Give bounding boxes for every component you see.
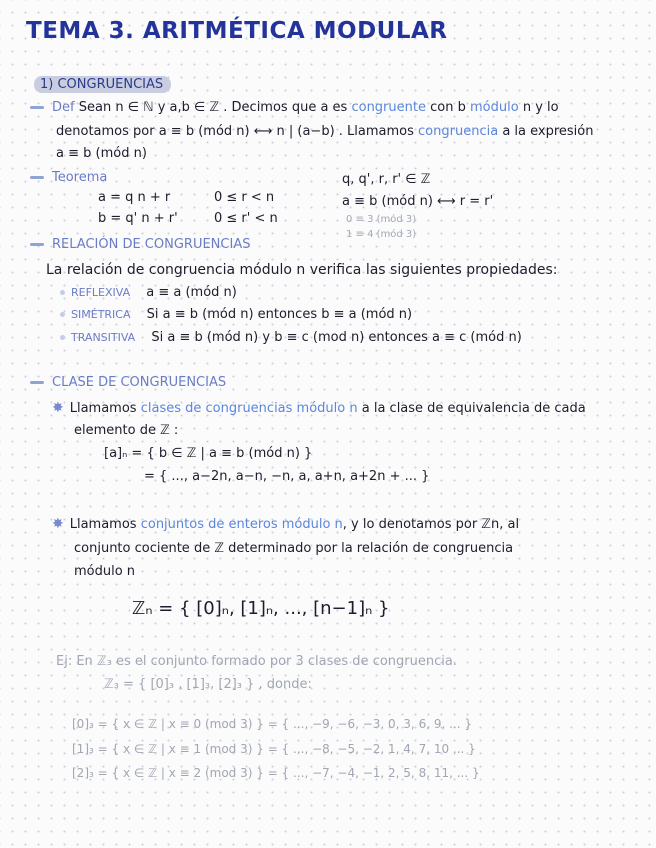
- definition-label: Def: [52, 100, 75, 115]
- term-congruente: congruente: [351, 100, 426, 115]
- dash-bullet: [30, 176, 44, 179]
- clase-paragraph-1: [52, 400, 586, 416]
- clase-p1-text-a: Llamamos: [69, 401, 137, 416]
- teorema-iff: a ≡ b (mód n) ⟷ r = r': [342, 194, 494, 209]
- teorema-example-2: 1 ≡ 4 (mód 3): [346, 229, 417, 240]
- example-row-2: [2]₃ = { x ∈ ℤ | x ≡ 2 (mod 3) } = { ..., −7, −4, −1, 2, 5, 8, 11, ... }: [72, 766, 480, 780]
- definition-text-1b: con b: [430, 100, 466, 115]
- term-congruencia: congruencia: [418, 124, 499, 139]
- section-heading-congruencias: 1) CONGRUENCIAS: [34, 76, 171, 93]
- clase-p2-text-b: , y lo denotamos por ℤn, al: [342, 517, 520, 532]
- property-simetrica: [60, 307, 412, 322]
- teorema-eq2: b = q' n + r': [98, 211, 178, 226]
- bullet-dot: [60, 290, 65, 295]
- teorema-vars: q, q', r, r' ∈ ℤ: [342, 172, 431, 187]
- relacion-intro: La relación de congruencia módulo n verifica las siguientes propiedades:: [46, 262, 558, 278]
- definition-text-1a: Sean n ∈ ℕ y a,b ∈ ℤ . Decimos que a es: [78, 100, 348, 115]
- clase-paragraph-2: [52, 516, 519, 532]
- zn-definition: ℤₙ = { [0]ₙ, [1]ₙ, ..., [n−1]ₙ }: [132, 598, 390, 619]
- dash-bullet: [30, 243, 44, 246]
- property-name: TRANSITIVA: [71, 331, 136, 344]
- bullet-dot: [60, 312, 65, 317]
- definition-line-3: a ≡ b (mód n): [56, 146, 147, 161]
- teorema-example-1: 0 ≡ 3 (mód 3): [346, 214, 417, 225]
- definition-text-2b: a la expresión: [502, 124, 594, 139]
- bullet-dot: [60, 335, 65, 340]
- property-text: Si a ≡ b (mód n) y b ≡ c (mod n) entonces a ≡ c (mód n): [151, 330, 522, 345]
- clase-heading: [30, 375, 226, 390]
- teorema-cond2: 0 ≤ r' < n: [214, 211, 278, 226]
- clase-heading-text: CLASE DE CONGRUENCIAS: [52, 375, 227, 390]
- property-name: SIMÉTRICA: [71, 308, 131, 321]
- property-name: REFLEXIVA: [71, 286, 131, 299]
- property-text: Si a ≡ b (mód n) entonces b ≡ a (mód n): [146, 307, 413, 322]
- example-line-2: ℤ₃ = { [0]₃ , [1]₃, [2]₃ } , donde:: [104, 677, 312, 692]
- definition-text-1c: n y lo: [522, 100, 559, 115]
- page-title: TEMA 3. ARITMÉTICA MODULAR: [26, 18, 448, 44]
- dash-bullet: [30, 106, 44, 109]
- term-conjuntos-de-enteros: conjuntos de enteros módulo n: [140, 517, 343, 532]
- dash-bullet: [30, 381, 44, 384]
- example-line-1: Ej: En ℤ₃ es el conjunto formado por 3 clases de congruencia.: [56, 654, 457, 669]
- teorema-eq1: a = q n + r: [98, 190, 171, 205]
- clase-p2-text-c: conjunto cociente de ℤ determinado por la relación de congruencia: [74, 541, 514, 556]
- clase-p2-text-d: módulo n: [74, 564, 136, 579]
- example-row-0: [0]₃ = { x ∈ ℤ | x ≡ 0 (mod 3) } = { ..., −9, −6, −3, 0, 3, 6, 9, ... }: [72, 717, 472, 731]
- property-reflexiva: [60, 285, 237, 300]
- star-bullet-icon: ✸: [52, 516, 64, 532]
- clase-equation-1: [a]ₙ = { b ∈ ℤ | a ≡ b (mód n) }: [104, 446, 313, 461]
- clase-p1-text-c: elemento de ℤ :: [74, 423, 179, 438]
- example-row-1: [1]₃ = { x ∈ ℤ | x ≡ 1 (mod 3) } = { ..., −8, −5, −2, 1, 4, 7, 10 ... }: [72, 742, 476, 756]
- star-bullet-icon: ✸: [52, 400, 64, 416]
- definition-line-2: [56, 124, 593, 139]
- term-clases-de-congruencias: clases de congruencias módulo n: [140, 401, 358, 416]
- teorema-cond1: 0 ≤ r < n: [214, 190, 275, 205]
- relacion-heading: [30, 237, 250, 252]
- property-text: a ≡ a (mód n): [146, 285, 237, 300]
- clase-p1-text-b: a la clase de equivalencia de cada: [361, 401, 586, 416]
- definition-line-1: [30, 100, 559, 115]
- relacion-heading-text: RELACIÓN DE CONGRUENCIAS: [52, 237, 251, 252]
- teorema-label: Teorema: [52, 170, 108, 185]
- term-modulo: módulo: [470, 100, 519, 115]
- property-transitiva: [60, 330, 522, 345]
- clase-p2-text-a: Llamamos: [69, 517, 137, 532]
- teorema-heading: [30, 170, 107, 185]
- definition-text-2a: denotamos por a ≡ b (mód n) ⟷ n | (a−b) . Llamamos: [56, 124, 414, 139]
- clase-equation-2: = { ..., a−2n, a−n, −n, a, a+n, a+2n + ... }: [144, 469, 430, 484]
